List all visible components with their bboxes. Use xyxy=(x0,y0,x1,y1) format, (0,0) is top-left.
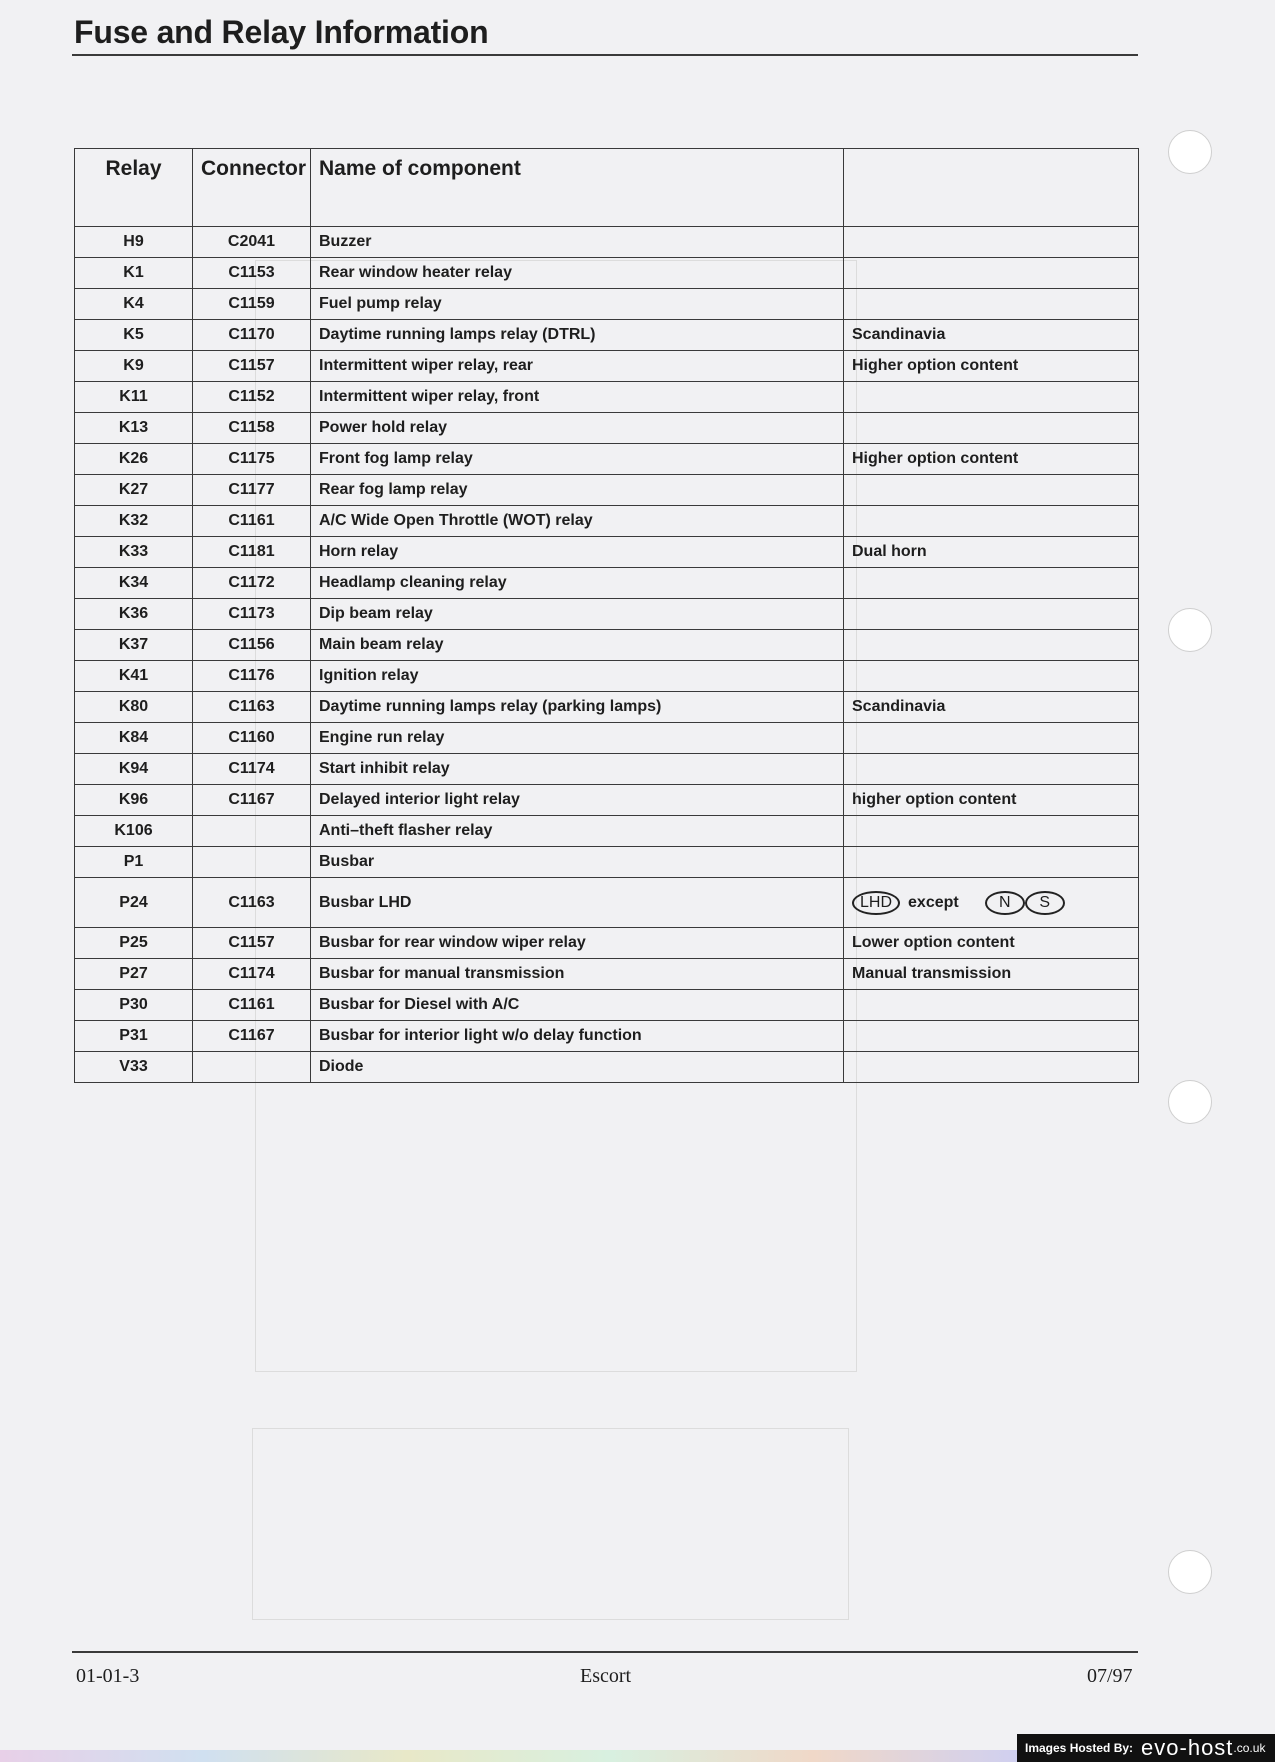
punch-hole xyxy=(1168,608,1212,652)
punch-hole xyxy=(1168,1080,1212,1124)
note-cell xyxy=(844,816,1139,847)
connector-cell: C1153 xyxy=(193,258,311,289)
note-cell: Higher option content xyxy=(844,351,1139,382)
table-row xyxy=(75,227,1139,258)
relay-cell: K4 xyxy=(75,289,193,320)
connector-cell xyxy=(193,816,311,847)
connector-cell: C1170 xyxy=(193,320,311,351)
relay-cell: K27 xyxy=(75,475,193,506)
relay-cell: K11 xyxy=(75,382,193,413)
n-oval-badge: N xyxy=(985,891,1025,915)
scan-color-strip xyxy=(0,1750,1017,1762)
relay-cell: K5 xyxy=(75,320,193,351)
note-cell xyxy=(844,227,1139,258)
connector-cell: C1163 xyxy=(193,878,311,928)
host-credit-banner xyxy=(1017,1734,1275,1762)
connector-cell: C1174 xyxy=(193,959,311,990)
relay-cell: K94 xyxy=(75,754,193,785)
connector-cell: C1173 xyxy=(193,599,311,630)
note-cell xyxy=(844,258,1139,289)
note-cell xyxy=(844,990,1139,1021)
table-row xyxy=(75,413,1139,444)
table-row xyxy=(75,692,1139,723)
component-name-cell: Daytime running lamps relay (parking lamps) xyxy=(311,692,844,723)
table-row xyxy=(75,990,1139,1021)
table-body xyxy=(75,227,1139,1083)
relay-cell: K96 xyxy=(75,785,193,816)
component-name-cell: Rear window heater relay xyxy=(311,258,844,289)
table-row xyxy=(75,785,1139,816)
punch-hole xyxy=(1168,1550,1212,1594)
relay-cell: K80 xyxy=(75,692,193,723)
component-name-cell: Busbar LHD xyxy=(311,878,844,928)
table-row xyxy=(75,382,1139,413)
table-row xyxy=(75,258,1139,289)
component-name-cell: Power hold relay xyxy=(311,413,844,444)
relay-cell: P30 xyxy=(75,990,193,1021)
table-row xyxy=(75,537,1139,568)
component-name-cell: Diode xyxy=(311,1052,844,1083)
table-row xyxy=(75,506,1139,537)
relay-cell: K33 xyxy=(75,537,193,568)
note-cell: Scandinavia xyxy=(844,320,1139,351)
component-name-cell: Intermittent wiper relay, rear xyxy=(311,351,844,382)
relay-cell: H9 xyxy=(75,227,193,258)
note-cell: Higher option content xyxy=(844,444,1139,475)
except-label: except xyxy=(908,893,959,911)
note-cell xyxy=(844,1021,1139,1052)
connector-cell: C1163 xyxy=(193,692,311,723)
note-cell xyxy=(844,382,1139,413)
relay-cell: P27 xyxy=(75,959,193,990)
connector-cell: C1167 xyxy=(193,785,311,816)
component-name-cell: Anti–theft flasher relay xyxy=(311,816,844,847)
component-name-cell: Main beam relay xyxy=(311,630,844,661)
relay-cell: K34 xyxy=(75,568,193,599)
table-row xyxy=(75,1021,1139,1052)
table-row xyxy=(75,847,1139,878)
punch-hole xyxy=(1168,130,1212,174)
connector-cell: C1161 xyxy=(193,990,311,1021)
connector-cell: C2041 xyxy=(193,227,311,258)
header-relay: Relay xyxy=(75,149,193,227)
note-cell xyxy=(844,506,1139,537)
relay-cell: K1 xyxy=(75,258,193,289)
component-name-cell: Front fog lamp relay xyxy=(311,444,844,475)
component-name-cell: Intermittent wiper relay, front xyxy=(311,382,844,413)
lhd-oval-badge: LHD xyxy=(852,891,900,915)
relay-cell: P25 xyxy=(75,928,193,959)
note-cell: Scandinavia xyxy=(844,692,1139,723)
note-cell-lhd-except xyxy=(844,878,1139,928)
component-name-cell: Busbar for interior light w/o delay function xyxy=(311,1021,844,1052)
credit-tld: .co.uk xyxy=(1233,1741,1266,1755)
table-row xyxy=(75,320,1139,351)
table-row xyxy=(75,723,1139,754)
connector-cell xyxy=(193,1052,311,1083)
connector-cell: C1174 xyxy=(193,754,311,785)
relay-cell: K13 xyxy=(75,413,193,444)
relay-cell: K37 xyxy=(75,630,193,661)
table-row xyxy=(75,959,1139,990)
note-cell xyxy=(844,599,1139,630)
credit-prefix: Images Hosted By: xyxy=(1025,1741,1134,1755)
connector-cell: C1172 xyxy=(193,568,311,599)
relay-cell: K41 xyxy=(75,661,193,692)
table-row xyxy=(75,289,1139,320)
connector-cell: C1161 xyxy=(193,506,311,537)
connector-cell: C1157 xyxy=(193,351,311,382)
connector-cell: C1167 xyxy=(193,1021,311,1052)
connector-cell xyxy=(193,847,311,878)
component-name-cell: Rear fog lamp relay xyxy=(311,475,844,506)
note-cell xyxy=(844,568,1139,599)
table-row xyxy=(75,475,1139,506)
note-cell xyxy=(844,630,1139,661)
component-name-cell: Dip beam relay xyxy=(311,599,844,630)
note-cell xyxy=(844,475,1139,506)
component-name-cell: Busbar for rear window wiper relay xyxy=(311,928,844,959)
component-name-cell: Fuel pump relay xyxy=(311,289,844,320)
note-cell: Manual transmission xyxy=(844,959,1139,990)
page-title: Fuse and Relay Information xyxy=(74,14,489,50)
note-cell xyxy=(844,413,1139,444)
table-row xyxy=(75,599,1139,630)
component-name-cell: Busbar for manual transmission xyxy=(311,959,844,990)
table-row xyxy=(75,444,1139,475)
footer-page-code: 01-01-3 xyxy=(76,1665,140,1687)
header-name: Name of component xyxy=(311,149,844,227)
note-cell: Dual horn xyxy=(844,537,1139,568)
note-cell: Lower option content xyxy=(844,928,1139,959)
s-oval-badge: S xyxy=(1025,891,1065,915)
connector-cell: C1175 xyxy=(193,444,311,475)
connector-cell: C1158 xyxy=(193,413,311,444)
connector-cell: C1157 xyxy=(193,928,311,959)
footer-divider xyxy=(72,1651,1138,1653)
title-divider xyxy=(72,54,1138,56)
relay-cell: P31 xyxy=(75,1021,193,1052)
footer-model: Escort xyxy=(580,1665,632,1687)
relay-cell: V33 xyxy=(75,1052,193,1083)
note-cell xyxy=(844,661,1139,692)
relay-cell: K84 xyxy=(75,723,193,754)
table-row xyxy=(75,1052,1139,1083)
header-connector: Connector xyxy=(193,149,311,227)
header-note xyxy=(844,149,1139,227)
note-cell xyxy=(844,1052,1139,1083)
table-row xyxy=(75,816,1139,847)
connector-cell: C1160 xyxy=(193,723,311,754)
relay-table xyxy=(74,148,1139,1083)
component-name-cell: A/C Wide Open Throttle (WOT) relay xyxy=(311,506,844,537)
relay-cell: P24 xyxy=(75,878,193,928)
relay-cell: K36 xyxy=(75,599,193,630)
note-cell xyxy=(844,847,1139,878)
table-row xyxy=(75,928,1139,959)
connector-cell: C1156 xyxy=(193,630,311,661)
relay-cell: K32 xyxy=(75,506,193,537)
note-cell xyxy=(844,289,1139,320)
note-cell xyxy=(844,754,1139,785)
table-header-row xyxy=(75,149,1139,227)
table-row xyxy=(75,351,1139,382)
component-name-cell: Busbar xyxy=(311,847,844,878)
connector-cell: C1176 xyxy=(193,661,311,692)
component-name-cell: Daytime running lamps relay (DTRL) xyxy=(311,320,844,351)
relay-cell: P1 xyxy=(75,847,193,878)
relay-cell: K26 xyxy=(75,444,193,475)
table-row xyxy=(75,878,1139,928)
table-row xyxy=(75,754,1139,785)
table-row xyxy=(75,661,1139,692)
component-name-cell: Start inhibit relay xyxy=(311,754,844,785)
table-row xyxy=(75,630,1139,661)
component-name-cell: Headlamp cleaning relay xyxy=(311,568,844,599)
component-name-cell: Buzzer xyxy=(311,227,844,258)
connector-cell: C1181 xyxy=(193,537,311,568)
relay-cell: K106 xyxy=(75,816,193,847)
note-cell: higher option content xyxy=(844,785,1139,816)
component-name-cell: Engine run relay xyxy=(311,723,844,754)
relay-cell: K9 xyxy=(75,351,193,382)
connector-cell: C1152 xyxy=(193,382,311,413)
connector-cell: C1159 xyxy=(193,289,311,320)
component-name-cell: Ignition relay xyxy=(311,661,844,692)
footer-date: 07/97 xyxy=(1087,1665,1133,1687)
showthrough-fuse-panel xyxy=(252,1428,849,1620)
component-name-cell: Busbar for Diesel with A/C xyxy=(311,990,844,1021)
component-name-cell: Delayed interior light relay xyxy=(311,785,844,816)
credit-brand: evo-host xyxy=(1141,1735,1234,1760)
table-row xyxy=(75,568,1139,599)
note-cell xyxy=(844,723,1139,754)
connector-cell: C1177 xyxy=(193,475,311,506)
component-name-cell: Horn relay xyxy=(311,537,844,568)
